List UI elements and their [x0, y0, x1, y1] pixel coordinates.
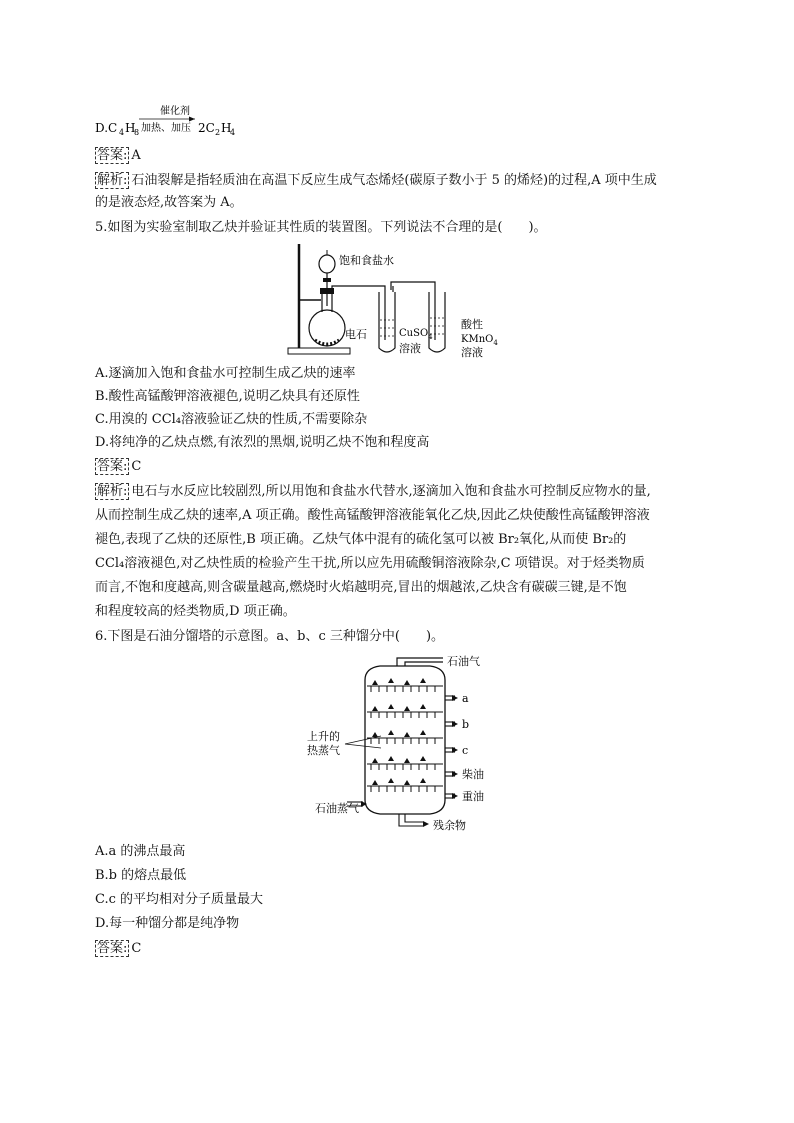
- q5-explain-line-3: 褪色,表现了乙炔的还原性,B 项正确。乙炔气体中混有的硫化氢可以被 Br₂氧化,从而使 Br₂的: [95, 532, 627, 547]
- q4-explain-line-2: 的是液态烃,故答案为 A。: [95, 195, 243, 210]
- svg-text:H: H: [125, 121, 136, 135]
- q4-equation: [95, 104, 275, 138]
- label-cuso4: CuSO$_4$: [399, 328, 433, 341]
- answer-label: 答案:: [97, 148, 128, 163]
- answer-label: 答案:: [97, 941, 128, 956]
- answer-value: C: [131, 459, 142, 474]
- label-heavy-oil: 重油: [462, 790, 484, 803]
- svg-text:4: 4: [230, 128, 236, 137]
- label-diesel: 柴油: [462, 768, 484, 781]
- q5-explain-line-4: CCl₄溶液褪色,对乙炔性质的检验产生干扰,所以应先用硫酸铜溶液除杂,C 项错误。对于烃类物质: [95, 556, 645, 571]
- label-petroleum-gas: 石油气: [447, 655, 480, 668]
- catalyst-label: 催化剂: [160, 106, 190, 117]
- q5-answer-line: [95, 457, 141, 477]
- q4-optd-prefix: D.C: [95, 121, 118, 135]
- q6-option-a: A.a 的沸点最高: [95, 844, 186, 859]
- label-acidic: 酸性: [461, 318, 483, 331]
- q4-explain-line-1: 解析: 石油裂解是指轻质油在高温下反应生成气态烯烃(碳原子数小于 5 的烯烃)的过程,A 项中生成: [97, 173, 657, 188]
- explain-label: 解析:: [97, 173, 128, 188]
- svg-text:2: 2: [215, 128, 221, 137]
- label-kmno4: KMnO$_4$: [461, 334, 498, 347]
- answer-value: C: [131, 941, 142, 956]
- label-brine: 饱和食盐水: [339, 254, 394, 267]
- label-fraction-c: c: [462, 744, 469, 757]
- q5-option-a: A.逐滴加入饱和食盐水可控制生成乙炔的速率: [95, 366, 356, 381]
- acetylene-apparatus-figure: [285, 240, 505, 360]
- label-rising: 上升的: [307, 730, 340, 743]
- svg-text:4: 4: [119, 128, 125, 137]
- q5-option-c: C.用溴的 CCl₄溶液验证乙炔的性质,不需要除杂: [95, 412, 368, 427]
- label-hot-vapor: 热蒸气: [307, 744, 340, 757]
- distillation-tower-figure: [305, 652, 515, 834]
- q6-option-d: D.每一种馏分都是纯净物: [95, 916, 240, 931]
- svg-text:2C: 2C: [198, 121, 215, 135]
- q4-option-d: [95, 104, 275, 138]
- q5-explain-line-1: 解析: 电石与水反应比较剧烈,所以用饱和食盐水代替水,逐滴加入饱和食盐水可控制反应物水的量,: [97, 484, 651, 499]
- q5-stem: 5.如图为实验室制取乙炔并验证其性质的装置图。下列说法不合理的是( )。: [95, 220, 547, 235]
- q5-explain-line-5: 而言,不饱和度越高,则含碳量越高,燃烧时火焰越明亮,冒出的烟越浓,乙炔含有碳碳三键,是不饱: [95, 580, 627, 595]
- label-fraction-b: b: [462, 718, 470, 731]
- q6-option-c: C.c 的平均相对分子质量最大: [95, 892, 264, 907]
- label-solution-2: 溶液: [461, 346, 483, 359]
- label-calcium-carbide: 电石: [345, 328, 367, 341]
- svg-text:H: H: [221, 121, 232, 135]
- svg-text:8: 8: [134, 128, 140, 137]
- q5-explain-line-6: 和程度较高的烃类物质,D 项正确。: [95, 604, 296, 619]
- q6-stem: 6.下图是石油分馏塔的示意图。a、b、c 三种馏分中( )。: [95, 629, 445, 644]
- answer-label: 答案:: [97, 459, 128, 474]
- label-residue: 残余物: [433, 819, 466, 832]
- q4-answer-line: [95, 146, 141, 166]
- label-fraction-a: a: [462, 692, 469, 705]
- q5-option-d: D.将纯净的乙炔点燃,有浓烈的黑烟,说明乙炔不饱和程度高: [95, 435, 430, 450]
- condition-label: 加热、加压: [141, 123, 191, 134]
- q6-answer-line: [95, 939, 141, 959]
- q6-option-b: B.b 的熔点最低: [95, 868, 187, 883]
- label-solution-1: 溶液: [399, 342, 421, 355]
- q5-option-b: B.酸性高锰酸钾溶液褪色,说明乙炔具有还原性: [95, 389, 360, 404]
- label-oil-vapor: 石油蒸气: [315, 802, 359, 815]
- answer-value: A: [131, 148, 141, 163]
- explain-label: 解析:: [97, 484, 128, 499]
- q5-explain-line-2: 从而控制生成乙炔的速率,A 项正确。酸性高锰酸钾溶液能氧化乙炔,因此乙炔使酸性高锰酸钾溶液: [95, 508, 650, 523]
